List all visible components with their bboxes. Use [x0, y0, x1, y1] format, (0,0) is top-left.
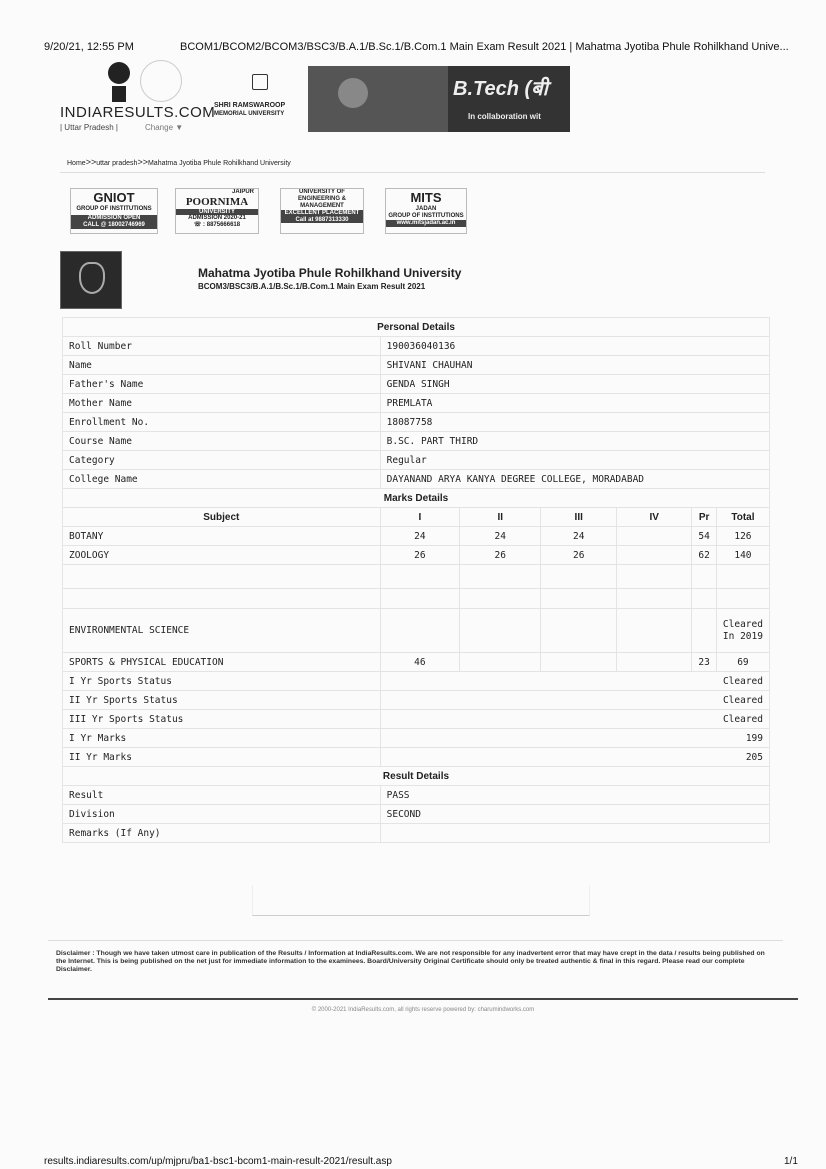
top-banner-school[interactable]	[212, 66, 308, 132]
result-table	[62, 317, 770, 843]
row-label: Division	[63, 805, 381, 824]
mark-4	[616, 527, 691, 546]
footer-divider	[48, 998, 798, 1000]
table-row	[63, 470, 770, 489]
col-subject: Subject	[63, 508, 381, 527]
ad-poornima-title: POORNIMA	[185, 195, 249, 208]
row-value: 205	[380, 748, 769, 767]
subject-name: BOTANY	[63, 527, 381, 546]
row-value: 18087758	[380, 413, 769, 432]
ad-poornima-phone: ☏ : 8875666618	[193, 222, 241, 229]
ad-poornima-admission: ADMISSION 2020-21	[188, 215, 246, 222]
result-details-heading: Result Details	[63, 767, 770, 786]
col-paper-4: IV	[616, 508, 691, 527]
table-row	[63, 653, 770, 672]
table-row	[63, 337, 770, 356]
ad-uem-line2: ENGINEERING &	[297, 195, 346, 202]
subject-name: ENVIRONMENTAL SCIENCE	[63, 609, 381, 653]
row-label: Enrollment No.	[63, 413, 381, 432]
table-row	[63, 672, 770, 691]
row-label: Course Name	[63, 432, 381, 451]
row-label: II Yr Marks	[63, 748, 381, 767]
ad-banner-mits[interactable]	[385, 188, 467, 234]
row-label: II Yr Sports Status	[63, 691, 381, 710]
mark-total: 126	[716, 527, 769, 546]
banner-btech-text: B.Tech (बी	[453, 78, 548, 100]
breadcrumb-state[interactable]: uttar pradesh	[96, 160, 138, 167]
row-label: Roll Number	[63, 337, 381, 356]
banner-person-icon	[338, 78, 368, 108]
ad-gniot-title: GNIOT	[93, 190, 135, 205]
university-emblem	[60, 251, 122, 309]
table-row	[63, 748, 770, 767]
row-value: Cleared	[380, 710, 769, 729]
ad-uem-line3: MANAGEMENT	[300, 202, 344, 209]
row-value: DAYANAND ARYA KANYA DEGREE COLLEGE, MORADABAD	[380, 470, 769, 489]
col-paper-1: I	[380, 508, 459, 527]
mark-2: 26	[460, 546, 541, 565]
col-paper-2: II	[460, 508, 541, 527]
table-row	[63, 710, 770, 729]
school-name-line1: SHRI RAMSWAROOP	[214, 102, 286, 109]
ad-gniot-sub: GROUP OF INSTITUTIONS	[76, 205, 152, 212]
banner-photo	[308, 66, 448, 132]
row-value: B.SC. PART THIRD	[380, 432, 769, 451]
col-paper-3: III	[541, 508, 616, 527]
school-name-line2: MEMORIAL UNIVERSITY	[214, 111, 285, 117]
marks-details-heading: Marks Details	[63, 489, 770, 508]
table-row	[63, 356, 770, 375]
mark-3: 26	[541, 546, 616, 565]
logo-circle-icon	[140, 60, 182, 102]
mark-3: 24	[541, 527, 616, 546]
mark-4	[616, 546, 691, 565]
mark-practical: 54	[692, 527, 716, 546]
ad-gniot-phone: CALL @ 18002746969	[71, 222, 157, 229]
logo-dot-icon	[108, 62, 130, 84]
breadcrumb-divider	[60, 172, 765, 173]
row-value: Cleared	[380, 691, 769, 710]
ad-banner-gniot[interactable]	[70, 188, 158, 234]
print-page-number: 1/1	[784, 1156, 798, 1167]
row-label: Mother Name	[63, 394, 381, 413]
ad-uem-phone: Call at 9887313330	[281, 217, 363, 224]
copyright: © 2000-2021 IndiaResults.com, all rights reserve powered by: charumindworks.com	[311, 1007, 535, 1013]
row-label: College Name	[63, 470, 381, 489]
ad-banner-poornima[interactable]	[175, 188, 259, 234]
subject-name: ZOOLOGY	[63, 546, 381, 565]
print-url: results.indiaresults.com/up/mjpru/ba1-bsc1-bcom1-main-result-2021/result.asp	[44, 1156, 392, 1167]
result-subtitle: BCOM3/BSC3/B.A.1/B.Sc.1/B.Com.1 Main Exam Result 2021	[198, 282, 426, 291]
table-row	[63, 432, 770, 451]
row-value: Regular	[380, 451, 769, 470]
ad-uem-line1: UNIVERSITY OF	[299, 189, 345, 195]
ad-banner-uem[interactable]	[280, 188, 364, 234]
empty-row	[63, 565, 770, 589]
mark-2: 24	[460, 527, 541, 546]
ad-mits-sub: GROUP OF INSTITUTIONS	[388, 212, 464, 219]
table-row	[63, 691, 770, 710]
top-banner-btech[interactable]	[308, 66, 570, 132]
subject-name: SPORTS & PHYSICAL EDUCATION	[63, 653, 381, 672]
school-emblem-icon	[252, 74, 268, 90]
university-name: Mahatma Jyotiba Phule Rohilkhand University	[198, 266, 462, 280]
division-value: SECOND	[380, 805, 769, 824]
print-page-title: BCOM1/BCOM2/BCOM3/BSC3/B.A.1/B.Sc.1/B.Com.1 Main Exam Result 2021 | Mahatma Jyotiba Phule Rohilkhand Unive...	[180, 41, 789, 53]
row-label: Result	[63, 786, 381, 805]
ad-mits-city: JADAN	[415, 205, 437, 212]
table-row	[63, 805, 770, 824]
row-value: 190036040136	[380, 337, 769, 356]
region-label: | Uttar Pradesh |	[60, 123, 118, 132]
row-label: Name	[63, 356, 381, 375]
row-value: SHIVANI CHAUHAN	[380, 356, 769, 375]
table-row	[63, 729, 770, 748]
site-logo[interactable]: INDIARESULTS.COM	[60, 104, 216, 121]
mark-1: 46	[380, 653, 459, 672]
emblem-figure-icon	[79, 262, 105, 294]
breadcrumb-home[interactable]: Home	[67, 160, 86, 167]
mark-total: 69	[716, 653, 769, 672]
disclaimer-text: Disclaimer : Though we have taken utmost care in publication of the Results / Information at IndiaResults.com. We are not responsible for any inadvertent error that may have crept in the data / results being published on the Internet. This is being published on the net just for immediate information to the examinees. Board/University Original Certificate should only be treated authentic & final in this regard. Please read our complete Disclaimer.	[56, 950, 765, 974]
row-label: I Yr Sports Status	[63, 672, 381, 691]
col-practical: Pr	[692, 508, 716, 527]
row-label: Remarks (If Any)	[63, 824, 381, 843]
table-row	[63, 824, 770, 843]
ad-mits-title: MITS	[410, 190, 442, 205]
logo-bar-icon	[112, 86, 126, 102]
row-value: GENDA SINGH	[380, 375, 769, 394]
row-value: PREMLATA	[380, 394, 769, 413]
table-row	[63, 375, 770, 394]
table-row	[63, 786, 770, 805]
row-value: Cleared	[380, 672, 769, 691]
row-label: III Yr Sports Status	[63, 710, 381, 729]
result-table-wrapper	[62, 317, 770, 843]
row-label: I Yr Marks	[63, 729, 381, 748]
ad-mits-url: www.mitsjadan.ac.in	[386, 220, 466, 227]
table-row	[63, 451, 770, 470]
table-row	[63, 609, 770, 653]
ad-placeholder	[252, 885, 590, 916]
breadcrumb: Home>>uttar pradesh>>Mahatma Jyotiba Phule Rohilkhand University	[67, 157, 291, 167]
row-label: Category	[63, 451, 381, 470]
mark-1: 24	[380, 527, 459, 546]
empty-row	[63, 589, 770, 609]
banner-collab-text: In collaboration wit	[468, 112, 541, 121]
row-value: 199	[380, 729, 769, 748]
breadcrumb-university[interactable]: Mahatma Jyotiba Phule Rohilkhand University	[147, 160, 291, 167]
table-row	[63, 394, 770, 413]
result-value: PASS	[380, 786, 769, 805]
disclaimer-top-divider	[48, 940, 783, 941]
print-datetime: 9/20/21, 12:55 PM	[44, 41, 134, 53]
change-region-link[interactable]: Change ▼	[145, 123, 184, 132]
table-row	[63, 546, 770, 565]
mark-practical: 62	[692, 546, 716, 565]
table-row	[63, 413, 770, 432]
row-label: Father's Name	[63, 375, 381, 394]
personal-details-heading: Personal Details	[63, 318, 770, 337]
remarks-value	[380, 824, 769, 843]
ad-gniot-admission: ADMISSION OPEN	[71, 215, 157, 222]
mark-practical: 23	[692, 653, 716, 672]
mark-total: 140	[716, 546, 769, 565]
env-status: Cleared In 2019	[716, 609, 769, 653]
ad-uem-placement: EXCELLENT PLACEMENT	[281, 210, 363, 217]
ad-poornima-city: JAIPUR	[231, 189, 254, 195]
table-row	[63, 527, 770, 546]
marks-header-row	[63, 508, 770, 527]
col-total: Total	[716, 508, 769, 527]
ad-poornima-sub: UNIVERSITY	[176, 209, 258, 216]
mark-1: 26	[380, 546, 459, 565]
